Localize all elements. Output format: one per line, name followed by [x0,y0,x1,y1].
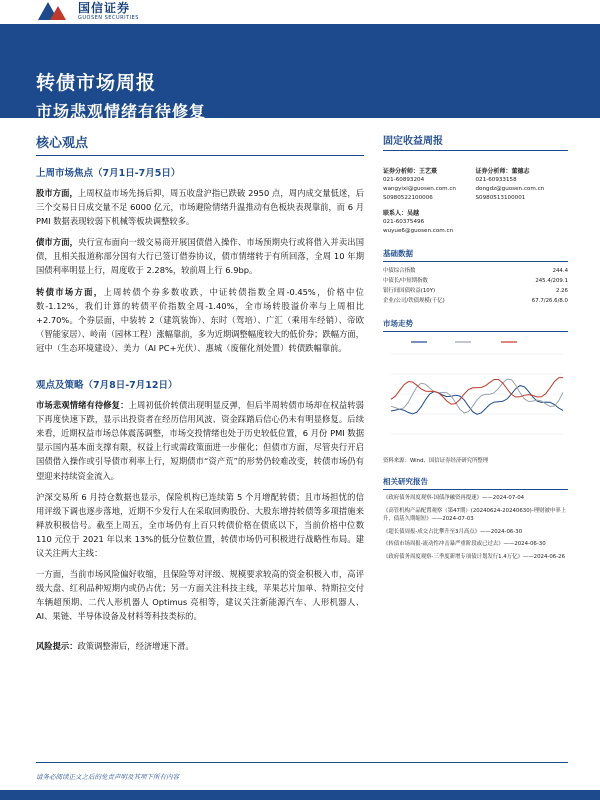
contact-email[interactable]: wuyue6@guosen.com.cn [383,228,454,234]
data-row [383,266,568,276]
contact-name: 联系人：吴越 [383,210,420,217]
side-heading: 固定收益周报 [383,132,568,151]
basic-data-table [383,266,568,306]
footer-disclaimer: 请务必阅读正文之后的免责声明及其项下所有内容 [36,773,179,781]
paragraph-body: 上周转债个券多数收跌，中证转债指数全周-0.45%，价格中位数-1.12%，我们计算的转债平价指数全周-1.40%，全市场转股溢价率与上周相比+2.70%。个券层面，中装转 2（建筑装饰）、东时（驾培）、广汇（乘用车经销）、帝欧（智能家居）、岭南（园林工程）涨幅靠前，多为近期调整幅度较大的低价券；跌幅方面，冠中（生态环境建设）、美力（AI PC+光伏）、惠城（废催化剂处置）转债跌幅靠前。 [36,286,364,353]
analyst-phone: 021-60893204 [383,177,425,183]
data-key: 企业/公司/铁债规模(千亿) [383,298,445,304]
paragraph-sentiment [36,398,364,483]
section-heading-strategy: 观点及策略（7月8日-7月12日） [36,380,178,392]
market-trend-chart [383,334,568,454]
analyst-card [476,167,569,203]
data-key: 中债长/中短期指数 [383,278,428,284]
paragraph-bond [36,235,364,277]
risk-body: 政策调整滞后，经济增速下滑。 [77,641,194,652]
report-link[interactable]: 《超长债周报-成交占比攀升至3月高点》——2024-06-30 [383,528,523,535]
chart-grid [391,354,563,434]
market-trend-heading: 市场走势 [383,318,568,332]
section-heading-focus: 上周市场焦点（7月1日-7月5日） [36,168,181,179]
side-column [383,132,568,562]
analyst-name: 证券分析师：董德志 [475,168,530,175]
report-subtitle: 市场悲观情绪有待修复 [36,102,207,121]
related-reports-heading: 相关研究报告 [383,476,568,490]
title-banner [0,24,600,121]
paragraph-themes: 一方面，当前市场风险偏好收缩，且保险等对评级、规模要求较高的资金积极入市，高评级大盘、红利品种短期内或仍占优；另一方面关注科技主线，苹果芯片加单、特斯拉交付车辆超预期、二代人形机器人 Optimus 亮相等，建议关注新能源汽车、人形机器人、AI、果链、半导体设备及材料等科技类标的。 [36,569,364,622]
analyst-phone: 021-60933158 [475,177,517,183]
analyst-cert: S0980522100006 [383,195,433,201]
contact-card [383,209,568,236]
data-row [383,276,568,286]
data-value: 67.7/26.6/8.0 [531,298,568,304]
paragraph-holdings: 沪深交易所 6 月持仓数据也显示，保险机构已连续第 5 个月增配转债；且市场担忧的信用评级下调也逐步落地，近期不少发行人在采取回购股份、大股东增持转债等多项措施来释放积极信号。截至上周五，全市场仍有上百只转债价格在债底以下，当前价格中位数 110 元位于 2021 年以来 13%的低分位数位置，转债市场仍可积极进行战略性布局。建议关注两大主线： [36,491,364,558]
report-list [383,494,568,562]
paragraph-stock [36,186,364,228]
chart-source: 资料来源：Wind、国信证券经济研究所整理 [383,458,489,464]
paragraph-lead: 市场悲观情绪有待修复： [36,400,129,411]
data-row [383,286,568,296]
basic-data-heading: 基础数据 [383,248,568,262]
paragraph-body: 上周权益市场先扬后抑，周五收盘沪指已跌破 2950 点，周内成交量低迷，后三个交易日日成交量不足 6000 亿元，市场避险情绪升温推动有色板块表现靠前，而 6 月 PMI 数据表现较弱下机械等板块调整较多。 [36,188,364,227]
paragraph-convertible [36,285,364,355]
analyst-cert: S0980513100001 [475,195,526,201]
report-title: 转债市场周报 [36,72,157,94]
data-key: 银行间国债收益(10Y) [383,288,436,294]
analyst-name: 证券分析师：王艺熹 [383,168,438,175]
main-column [36,132,364,652]
paragraph-lead: 转债市场方面， [36,286,104,297]
analyst-list [383,167,568,203]
brand-name-en: GUOSEN SECURITIES [78,14,139,21]
guosen-logo-icon [38,2,72,20]
contact-phone: 021-60375496 [383,219,425,225]
risk-lead: 风险提示： [36,641,78,652]
analyst-email[interactable]: dongdz@guosen.com.cn [475,186,545,192]
risk-note [36,640,364,652]
trend-chart-svg [383,334,568,454]
report-link[interactable]: 《转债市场周报-流动性冲击暴严重阶段或已过去》——2024-06-30 [383,541,546,548]
footer-divider [36,762,568,763]
brand-logo [38,0,139,22]
data-row [383,296,568,306]
core-heading: 核心观点 [36,132,364,156]
paragraph-lead: 债市方面， [36,237,79,248]
data-value: 2.26 [555,288,568,294]
brand-name-cn: 国信证券 [78,0,131,15]
analyst-card [383,167,476,203]
data-value: 245.4/209.1 [535,278,568,284]
paragraph-body: 央行宣布面向一级交易商开展国债借入操作、市场预期央行或将借入并卖出国债，且相关报道称部分国有大行已签订借券协议，债市情绪转于有所回落，全周 10 年期国债利率明显上行，周度收于 2.28%，较前周上行 6.9bp。 [36,237,364,276]
report-link[interactable]: 《政府债务周度观察-国债净融资再提速》——2024-07-04 [383,495,525,501]
report-link[interactable]: 《高管机构产品配置观察（第47期）(20240624-20240630)-理财被申率上升，债基久期缩短》——2024-07-03 [383,507,567,523]
data-value: 244.4 [552,268,568,274]
report-link[interactable]: 《政府债务周度观察-三季度新增专项债计划发行1.4万亿》——2024-06-26 [383,553,566,560]
paragraph-body: 上周初低价转债出现明显反弹，但后半周转债市场却在权益转弱下再度快速下跌，显示出投资者在经历信用风波、资金踩踏后信心仍未有明显修复。后续来看，近期权益市场总体震荡调整，市场交投情绪也处于历史较低位置，6 月份 PMI 数据显示国内基本面支撑有限，权益上行或需政策面进一步催化；但债市方面，尽管央行开启国债借入操作或引导债市利率上行，短期债市“资产荒”的形势仍较难改变，转债市场仍有望迎来持续资金流入。 [36,400,364,481]
data-key: 中债综合指数 [383,268,416,274]
footer-bar [0,790,600,800]
series-line-2 [391,379,563,413]
paragraph-lead: 股市方面， [36,188,78,198]
analyst-email[interactable]: wangyixi@guosen.com.cn [383,186,456,192]
